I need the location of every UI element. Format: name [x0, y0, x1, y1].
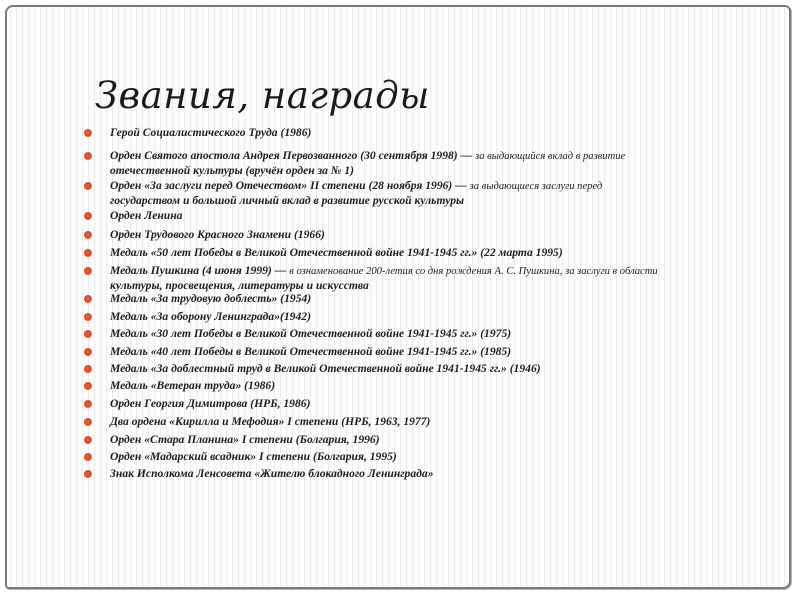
bullet-icon	[84, 152, 92, 160]
award-title: Орден «Стара Планина» I степени (Болгария, 1996)	[110, 433, 380, 446]
award-text	[110, 264, 752, 293]
award-title: Медаль «50 лет Победы в Великой Отечественной войне 1941-1945 гг.» (22 марта 1995)	[110, 246, 563, 259]
award-title: Орден «Мадарский всадник» I степени (Болгария, 1995)	[110, 450, 397, 463]
award-reason: за выдающийся вклад в развитие	[475, 151, 626, 162]
award-text	[110, 467, 752, 481]
list-item	[82, 327, 752, 341]
bullet-icon	[84, 453, 92, 461]
bullet-icon	[84, 313, 92, 321]
bullet-icon	[84, 129, 92, 137]
list-item	[82, 292, 752, 306]
list-item	[82, 433, 752, 447]
bullet-icon	[84, 418, 92, 426]
list-item	[82, 228, 752, 242]
bullet-icon	[84, 365, 92, 373]
award-title: Герой Социалистического Труда (1986)	[110, 126, 312, 139]
award-text	[110, 310, 752, 324]
award-title: Орден Ленина	[110, 209, 183, 222]
award-reason: в ознаменование 200-летия со дня рождения А. С. Пушкина, за заслуги в области	[289, 266, 658, 277]
list-item	[82, 126, 752, 140]
bullet-icon	[84, 348, 92, 356]
bullet-icon	[84, 436, 92, 444]
bullet-icon	[84, 212, 92, 220]
award-text	[110, 362, 752, 376]
award-text	[110, 246, 752, 260]
list-item	[82, 310, 752, 324]
award-text	[110, 379, 752, 393]
award-reason: за выдающиеся заслуги перед	[469, 181, 603, 192]
award-title: Медаль «30 лет Победы в Великой Отечественной войне 1941-1945 гг.» (1975)	[110, 327, 512, 340]
bullet-icon	[84, 400, 92, 408]
award-text	[110, 209, 752, 223]
list-item	[82, 415, 752, 429]
list-item	[82, 467, 752, 481]
list-item	[82, 179, 752, 208]
award-text	[110, 126, 752, 140]
award-title: Орден Георгия Димитрова (НРБ, 1986)	[110, 397, 311, 410]
award-title: Два ордена «Кирилла и Мефодия» I степени (НРБ, 1963, 1977)	[110, 415, 431, 428]
bullet-icon	[84, 295, 92, 303]
award-text	[110, 415, 752, 429]
bullet-icon	[84, 182, 92, 190]
slide-title: Звания, награды	[95, 74, 430, 117]
award-continuation: культуры, просвещения, литературы и искусства	[110, 279, 369, 292]
award-text	[110, 433, 752, 447]
award-title: Орден «За заслуги перед Отечеством» II степени (28 ноября 1996) —	[110, 179, 470, 192]
list-item	[82, 362, 752, 376]
bullet-icon	[84, 231, 92, 239]
award-text	[110, 149, 752, 178]
award-title: Медаль «За оборону Ленинграда»(1942)	[110, 310, 311, 323]
award-text	[110, 327, 752, 341]
award-text	[110, 292, 752, 306]
award-text	[110, 397, 752, 411]
award-title: Орден Святого апостола Андрея Первозванного (30 сентября 1998) —	[110, 149, 476, 162]
award-continuation: отечественной культуры (вручён орден за № 1)	[110, 164, 354, 177]
award-title: Знак Исполкома Ленсовета «Жителю блокадного Ленинграда»	[110, 467, 434, 480]
award-text	[110, 450, 752, 464]
bullet-icon	[84, 330, 92, 338]
list-item	[82, 450, 752, 464]
award-title: Медаль «За трудовую доблесть» (1954)	[110, 292, 312, 305]
award-text	[110, 345, 752, 359]
award-continuation: государством и большой личный вклад в развитие русской культуры	[110, 194, 465, 207]
bullet-icon	[84, 267, 92, 275]
award-title: Орден Трудового Красного Знамени (1966)	[110, 228, 325, 241]
list-item	[82, 397, 752, 411]
award-text	[110, 228, 752, 242]
award-text	[110, 179, 752, 208]
bullet-icon	[84, 249, 92, 257]
bullet-icon	[84, 470, 92, 478]
award-title: Медаль «Ветеран труда» (1986)	[110, 379, 276, 392]
list-item	[82, 209, 752, 223]
list-item	[82, 264, 752, 293]
list-item	[82, 149, 752, 178]
list-item	[82, 379, 752, 393]
award-title: Медаль Пушкина (4 июня 1999) —	[110, 264, 290, 277]
list-item	[82, 246, 752, 260]
award-title: Медаль «За доблестный труд в Великой Отечественной войне 1941-1945 гг.» (1946)	[110, 362, 541, 375]
list-item	[82, 345, 752, 359]
bullet-icon	[84, 382, 92, 390]
award-title: Медаль «40 лет Победы в Великой Отечественной войне 1941-1945 гг.» (1985)	[110, 345, 512, 358]
